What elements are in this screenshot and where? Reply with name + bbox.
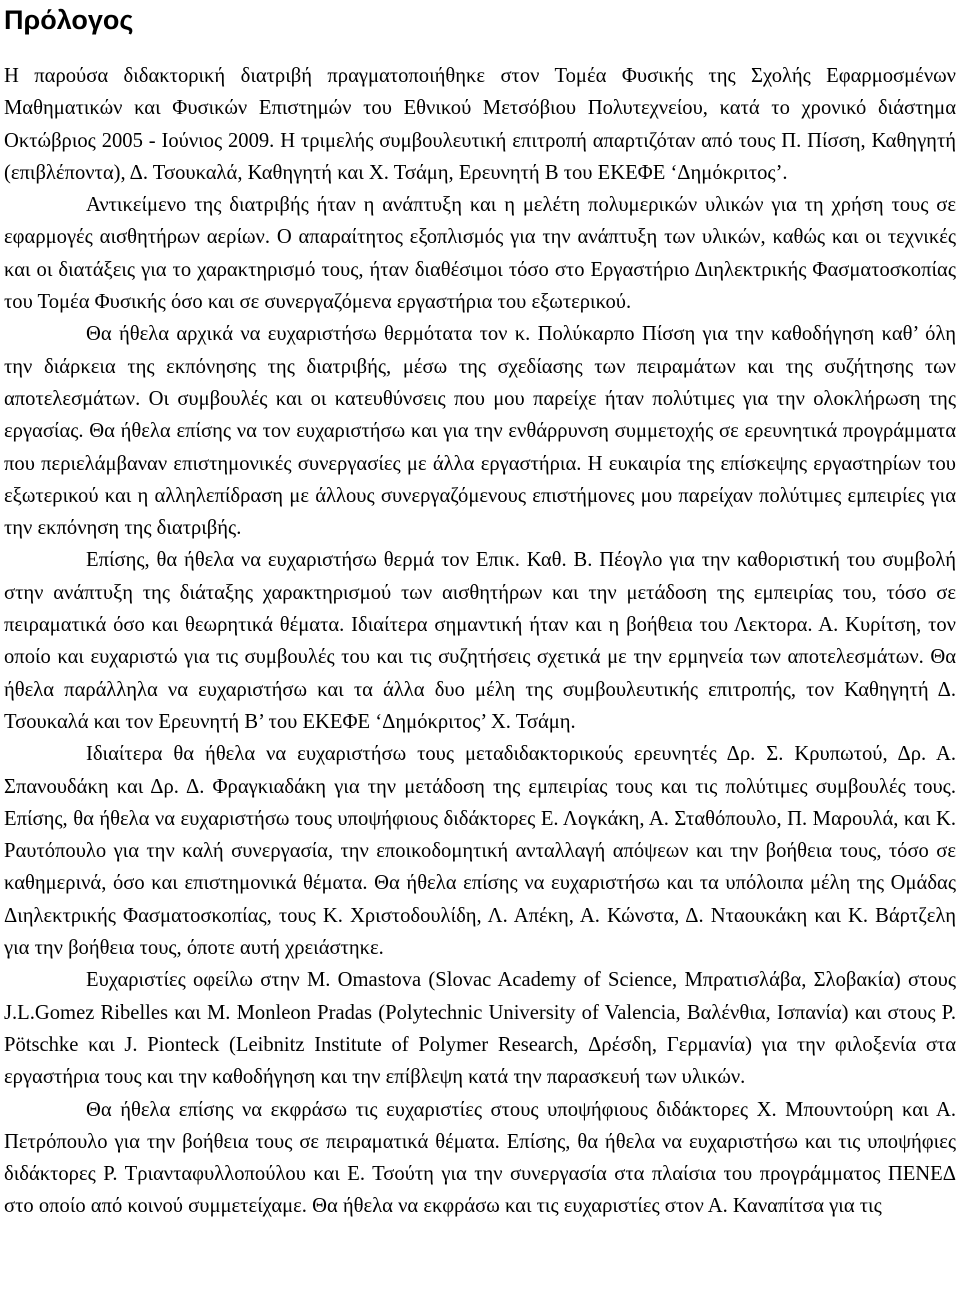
paragraph: Αντικείμενο της διατριβής ήταν η ανάπτυξη και η μελέτη πολυμερικών υλικών για τη χρήση τους σε εφαρμογές αισθητήρων αερίων. Ο απαραίτητος εξοπλισμός για την ανάπτυξη των υλικών, καθώς και οι τεχνικές και οι διατάξεις για το χαρακτηρισμό τους, ήταν διαθέσιμοι τόσο στο Εργαστήριο Διηλεκτρικής Φασματοσκοπίας του Τομέα Φυσικής όσο και σε συνεργαζόμενα εργαστήρια του εξωτερικού.	[4, 194, 956, 314]
paragraph: Η παρούσα διδακτορική διατριβή πραγματοποιήθηκε στον Τομέα Φυσικής της Σχολής Εφαρμοσμένων Μαθηματικών και Φυσικών Επιστημών του Εθνικού Μετσόβιου Πολυτεχνείου, κατά το χρονικό διάστημα Οκτώβριος 2005 - Ιούνιος 2009. Η τριμελής συμβουλευτική επιτροπή απαρτιζόταν από τους Π. Πίσση, Καθηγητή (επιβλέποντα), Δ. Τσουκαλά, Καθηγητή και Χ. Τσάμη, Ερευνητή Β του ΕΚΕΦΕ ‘Δημόκριτος’.	[4, 65, 956, 184]
document-page	[4, 0, 956, 1223]
page-title: Πρόλογος	[4, 5, 134, 35]
paragraph: Επίσης, θα ήθελα να ευχαριστήσω θερμά τον Επικ. Καθ. Β. Πέογλο για την καθοριστική του συμβολή στην ανάπτυξη της διάταξης χαρακτηρισμού των αισθητήρων και την μετάδοση της εμπειρίας του, τόσο σε πειραματικά όσο και θεωρητικά θέματα. Ιδιαίτερα σημαντική ήταν και η βοήθεια του Λεκτορα. Α. Κυρίτση, τον οποίο και ευχαριστώ για τις συμβουλές του και τις συζητήσεις σχετικά με την ερμηνεία των αποτελεσμάτων. Θα ήθελα παράλληλα να ευχαριστήσω και τα άλλα δυο μέλη της συμβουλευτικής επιτροπής, τον Καθηγητή Δ. Τσουκαλά και τον Ερευνητή Β’ του ΕΚΕΦΕ ‘Δημόκριτος’ Χ. Τσάμη.	[4, 549, 956, 733]
document-body	[4, 60, 956, 1223]
paragraph: Ευχαριστίες οφείλω στην Μ. Omastova (Slovac Academy of Science, Μπρατισλάβα, Σλοβακία) στους J.L.Gomez Ribelles και Μ. Monleon Pradas (Polytechnic University of Valencia, Βαλένθια, Ισπανία) και στους P. Pötschke και J. Pionteck (Leibnitz Institute of Polymer Research, Δρέσδη, Γερμανία) για την φιλοξενία στα εργαστήρια τους και την καθοδήγηση και την επίβλεψη κατά την παρασκευή των υλικών.	[4, 969, 956, 1089]
paragraph: Ιδιαίτερα θα ήθελα να ευχαριστήσω τους μεταδιδακτορικούς ερευνητές Δρ. Σ. Κρυπωτού, Δρ. Α. Σπανουδάκη και Δρ. Δ. Φραγκιαδάκη για την μετάδοση της εμπειρίας τους και τις πολύτιμες συμβουλές τους. Επίσης, θα ήθελα να ευχαριστήσω τους υποψήφιους διδάκτορες Ε. Λογκάκη, Α. Σταθόπουλο, Π. Μαρουλά, και Κ. Ραυτόπουλο για την καλή συνεργασία, την εποικοδομητική ανταλλαγή απόψεων και την βοήθεια τους, τόσο σε καθημερινά, όσο και επιστημονικά θέματα. Θα ήθελα επίσης να ευχαριστήσω και τα υπόλοιπα μέλη της Ομάδας Διηλεκτρικής Φασματοσκοπίας, τους Κ. Χριστοδουλίδη, Λ. Απέκη, Α. Κώνστα, Δ. Νταουκάκη και Κ. Βάρτζελη για την βοήθεια τους, όποτε αυτή χρειάστηκε.	[4, 743, 956, 960]
paragraph: Θα ήθελα επίσης να εκφράσω τις ευχαριστίες στους υποψήφιους διδάκτορες Χ. Μπουντούρη και Α. Πετρόπουλο για την βοήθεια τους σε πειραματικά θέματα. Επίσης, θα ήθελα να ευχαριστήσω και τις υποψήφιες διδάκτορες Ρ. Τριανταφυλλοπούλου και Ε. Τσούτη για την συνεργασία στα πλαίσια του προγράμματος ΠΕΝΕΔ στο οποίο από κοινού συμμετείχαμε. Θα ήθελα να εκφράσω και τις ευχαριστίες στον Α. Καναπίτσα για τις	[4, 1098, 956, 1218]
paragraph: Θα ήθελα αρχικά να ευχαριστήσω θερμότατα τον κ. Πολύκαρπο Πίσση για την καθοδήγηση καθ’ όλη την διάρκεια της εκπόνησης της διατριβής, μέσω της σχεδίασης των πειραμάτων και της συζήτησης των αποτελεσμάτων. Οι συμβουλές και οι κατευθύνσεις που μου παρείχε ήταν πολύτιμες για την ολοκλήρωση της εργασίας. Θα ήθελα επίσης να τον ευχαριστήσω και για την ενθάρρυνση συμμετοχής σε ερευνητικά προγράμματα που περιελάμβαναν επιστημονικές συνεργασίες με άλλα εργαστήρια. Η ευκαιρία της επίσκεψης εργαστηρίων του εξωτερικού και η αλληλεπίδραση με άλλους συνεργαζόμενους επιστήμονες μου παρείχαν πολύτιμες εμπειρίες για την εκπόνηση της διατριβής.	[4, 323, 956, 540]
